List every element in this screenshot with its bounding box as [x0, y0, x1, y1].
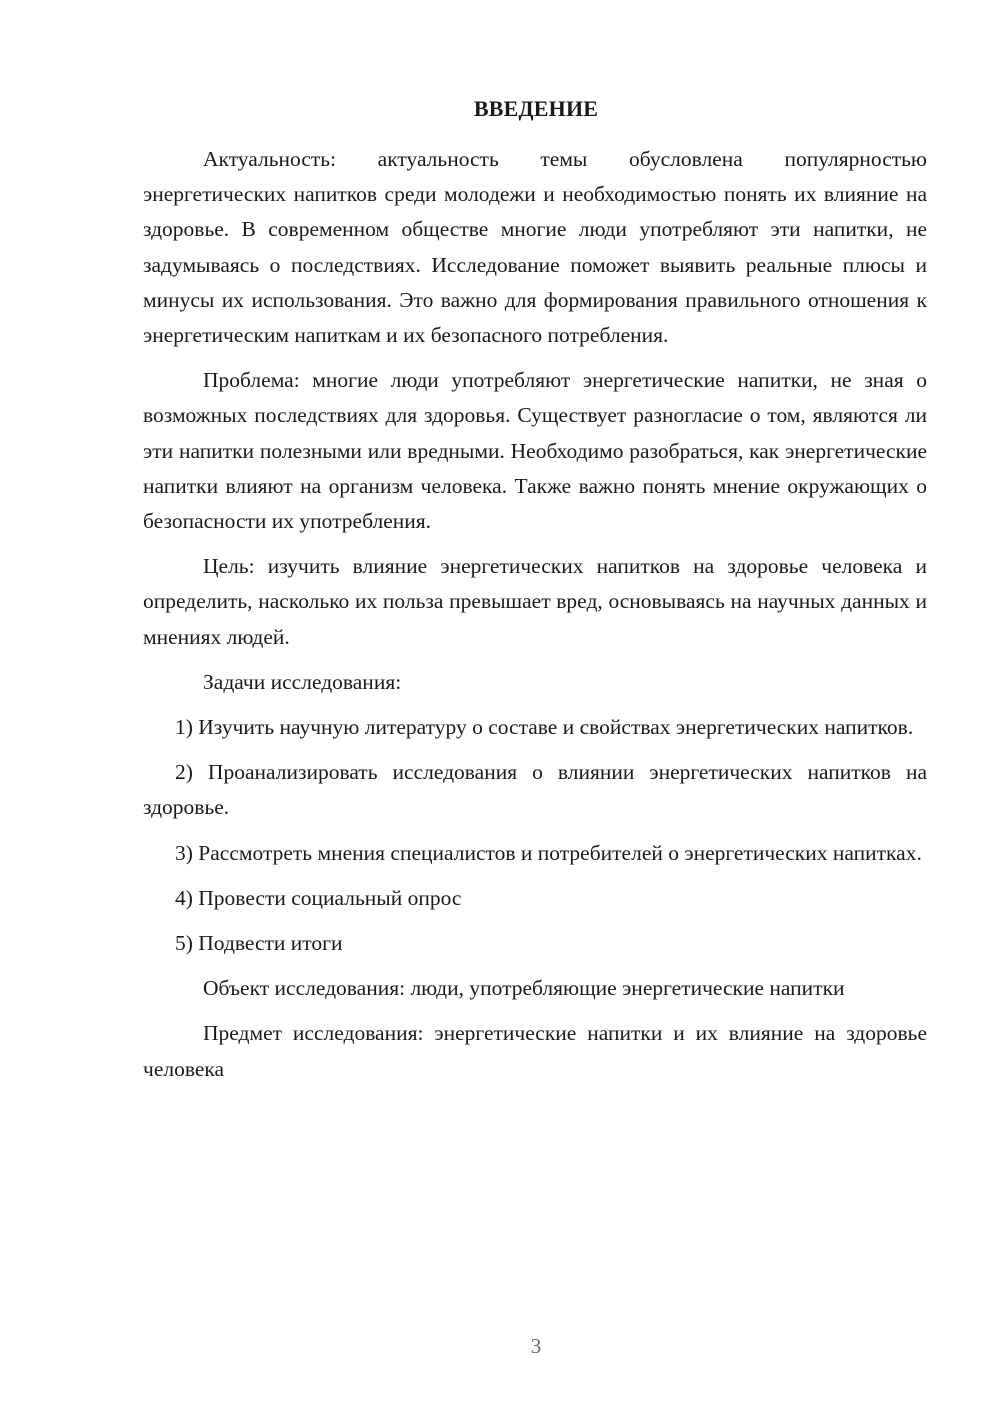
- list-item-task-2: 2) Проанализировать исследования о влиянии энергетических напитков на здоровье.: [143, 760, 927, 820]
- body-text: [143, 142, 927, 1097]
- list-item-task-1: 1) Изучить научную литературу о составе и свойствах энергетических напитков.: [175, 715, 914, 740]
- section-title: ВВЕДЕНИЕ: [473, 96, 599, 121]
- list-item-task-4: 4) Провести социальный опрос: [175, 885, 462, 910]
- page-number: 3: [530, 1334, 542, 1358]
- paragraph-object: Объект исследования: люди, употребляющие энергетические напитки: [203, 976, 845, 1001]
- paragraph-relevance: Актуальность: актуальность темы обусловлена популярностью энергетических напитков среди молодежи и необходимостью понять их влияние на здоровье. В современном обществе многие люди употребляют эти напитки, не задумываясь о последствиях. Исследование поможет выявить реальные плюсы и минусы их использования. Это важно для формирования правильного отношения к энергетическим напиткам и их безопасного потребления.: [143, 147, 927, 348]
- paragraph-subject: Предмет исследования: энергетические напитки и их влияние на здоровье человека: [143, 1021, 927, 1081]
- paragraph-problem: Проблема: многие люди употребляют энергетические напитки, не зная о возможных последствиях для здоровья. Существует разногласие о том, являются ли эти напитки полезными или вредными. Необходимо разобраться, как энергетические напитки влияют на организм человека. Также важно понять мнение окружающих о безопасности их употребления.: [143, 368, 927, 534]
- list-item-task-3: 3) Рассмотреть мнения специалистов и потребителей о энергетических напитках.: [175, 840, 922, 865]
- list-item-task-5: 5) Подвести итоги: [175, 931, 343, 956]
- paragraph-tasks-heading: Задачи исследования:: [203, 669, 402, 694]
- paragraph-goal: Цель: изучить влияние энергетических напитков на здоровье человека и определить, насколько их польза превышает вред, основываясь на научных данных и мнениях людей.: [143, 554, 927, 649]
